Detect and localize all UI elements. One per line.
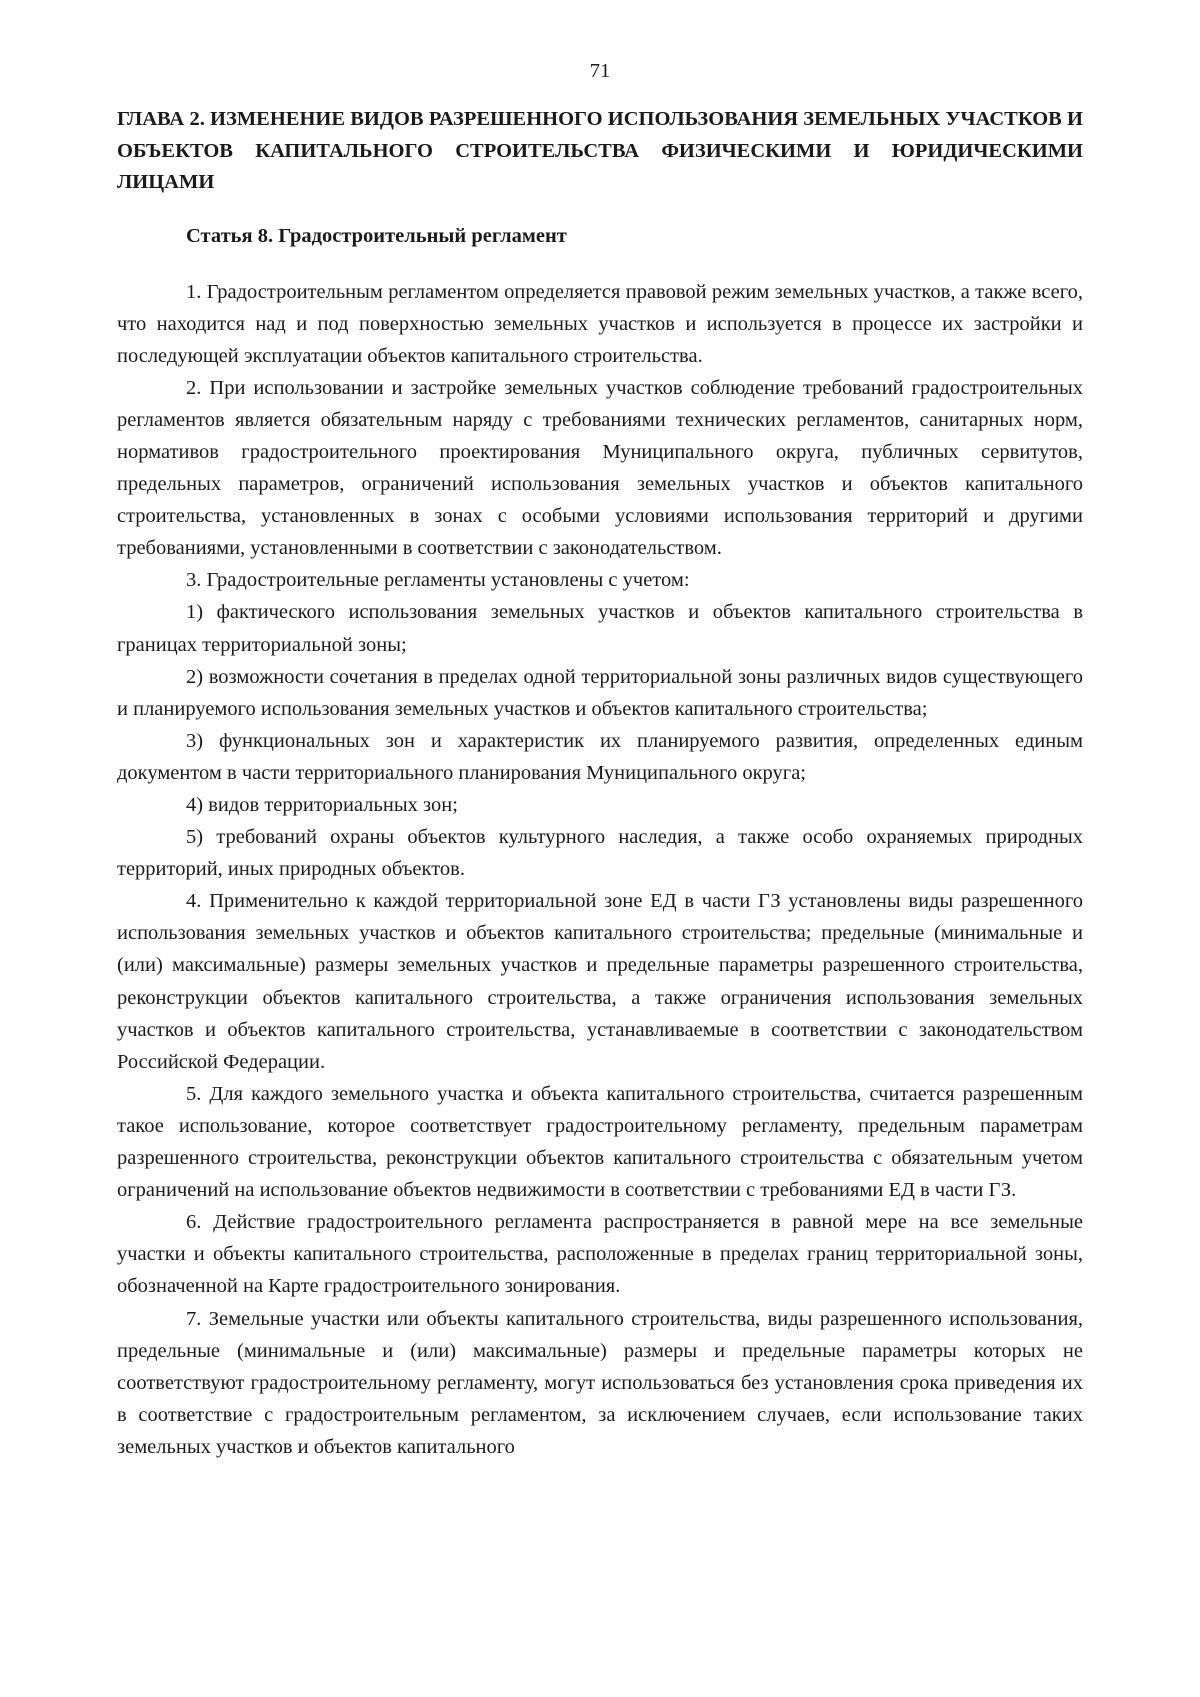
list-item-3-2: 2) возможности сочетания в пределах одной территориальной зоны различных видов существующего и планируемого использования земельных участков и объектов капитального строительства; (117, 665, 1083, 720)
document-page (117, 56, 1083, 1463)
paragraph-6: 6. Действие градостроительного регламента распространяется в равной мере на все земельные участки и объекты капитального строительства, расположенные в пределах границ территориальной зоны, обозначенной на Карте градостроительного зонирования. (117, 1211, 1083, 1298)
list-item-3-3: 3) функциональных зон и характеристик их планируемого развития, определенных единым документом в части территориального планирования Муниципального округа; (117, 729, 1083, 784)
article-title: Статья 8. Градостроительный регламент (186, 224, 567, 247)
paragraph-3: 3. Градостроительные регламенты установлены с учетом: (186, 569, 690, 592)
page-number: 71 (589, 60, 611, 82)
chapter-title: ГЛАВА 2. ИЗМЕНЕНИЕ ВИДОВ РАЗРЕШЕННОГО ИСПОЛЬЗОВАНИЯ ЗЕМЕЛЬНЫХ УЧАСТКОВ И ОБЪЕКТОВ КАПИТАЛЬНОГО СТРОИТЕЛЬСТВА ФИЗИЧЕСКИМИ И ЮРИДИЧЕСКИМИ ЛИЦАМИ (117, 108, 1083, 193)
paragraph-2: 2. При использовании и застройке земельных участков соблюдение требований градостроительных регламентов является обязательным наряду с требованиями технических регламентов, санитарных норм, нормативов градостроительного проектирования Муниципального округа, публичных сервитутов, предельных параметров, ограничений использования земельных участков и объектов капитального строительства, установленных в зонах с особыми условиями использования территорий и другими требованиями, установленными в соответствии с законодательством. (117, 376, 1083, 560)
list-item-3-4: 4) видов территориальных зон; (186, 794, 458, 816)
article-body (117, 276, 1083, 1463)
paragraph-1: 1. Градостроительным регламентом определяется правовой режим земельных участков, а также всего, что находится над и под поверхностью земельных участков и используется в процессе их застройки и последующей эксплуатации объектов капитального строительства. (117, 280, 1083, 367)
list-item-3-5: 5) требований охраны объектов культурного наследия, а также особо охраняемых природных территорий, иных природных объектов. (117, 826, 1083, 881)
paragraph-7: 7. Земельные участки или объекты капитального строительства, виды разрешенного использования, предельные (минимальные и (или) максимальные) размеры и предельные параметры которых не соответствуют градостроительному регламенту, могут использоваться без установления срока приведения их в соответствие с градостроительным регламентом, за исключением случаев, если использование таких земельных участков и объектов капитального (117, 1307, 1083, 1458)
paragraph-4: 4. Применительно к каждой территориальной зоне ЕД в части ГЗ установлены виды разрешенного использования земельных участков и объектов капитального строительства; предельные (минимальные и (или) максимальные) размеры земельных участков и предельные параметры разрешенного строительства, реконструкции объектов капитального строительства, а также ограничения использования земельных участков и объектов капитального строительства, устанавливаемые в соответствии с законодательством Российской Федерации. (117, 890, 1083, 1073)
paragraph-5: 5. Для каждого земельного участка и объекта капитального строительства, считается разрешенным такое использование, которое соответствует градостроительному регламенту, предельным параметрам разрешенного строительства, реконструкции объектов капитального строительства с обязательным учетом ограничений на использование объектов недвижимости в соответствии с требованиями ЕД в части ГЗ. (117, 1082, 1083, 1202)
list-item-3-1: 1) фактического использования земельных участков и объектов капитального строительства в границах территориальной зоны; (117, 601, 1083, 656)
